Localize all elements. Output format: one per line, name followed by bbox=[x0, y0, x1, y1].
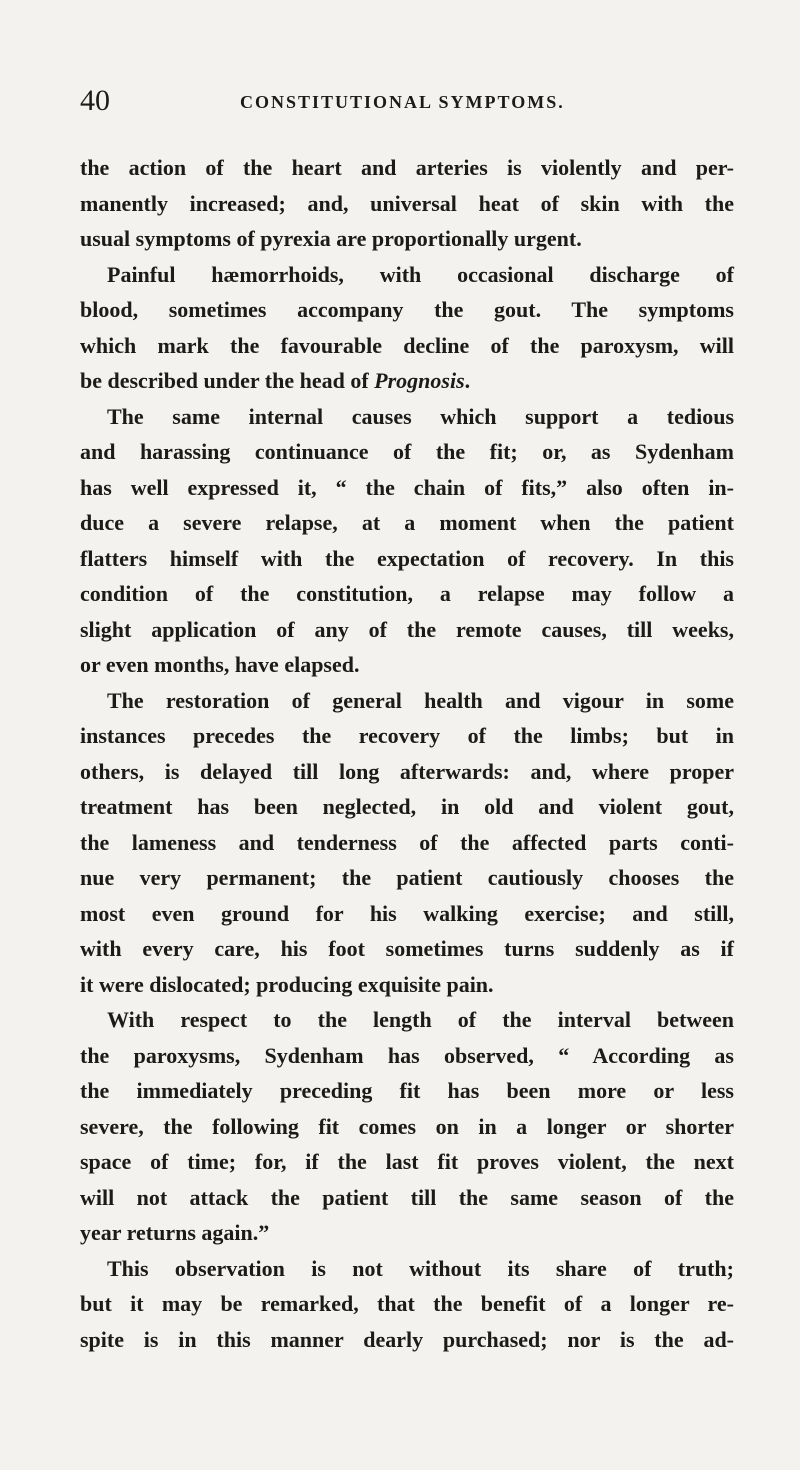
text-line bbox=[80, 363, 734, 399]
text-line: treatment has been neglected, in old and violent gout, bbox=[80, 794, 734, 819]
text-line: the immediately preceding fit has been more or less bbox=[80, 1078, 734, 1103]
paragraph bbox=[80, 1251, 734, 1358]
text-line: slight application of any of the remote causes, till weeks, bbox=[80, 616, 734, 642]
text-line: manently increased; and, universal heat of skin with the bbox=[80, 190, 734, 216]
text-line: the action of the heart and arteries is violently and per- bbox=[80, 155, 734, 180]
paragraph bbox=[80, 257, 734, 399]
text-line: The restoration of general health and vigour in some bbox=[107, 687, 734, 713]
body-text bbox=[80, 150, 734, 1357]
text-line: has well expressed it, “ the chain of fits,” also often in- bbox=[80, 474, 734, 500]
page-header bbox=[80, 86, 740, 126]
paragraph bbox=[80, 150, 734, 257]
italic-term: Prognosis bbox=[374, 368, 465, 393]
page-number: 40 bbox=[80, 84, 110, 117]
text-line: year returns again.” bbox=[80, 1220, 270, 1245]
text-line: Painful hæmorrhoids, with occasional discharge of bbox=[107, 261, 734, 287]
text-line: will not attack the patient till the same season of the bbox=[80, 1184, 734, 1210]
text-line: The same internal causes which support a tedious bbox=[107, 403, 734, 429]
text-line: condition of the constitution, a relapse may follow a bbox=[80, 581, 734, 606]
text-line: which mark the favourable decline of the paroxysm, will bbox=[80, 332, 734, 358]
text-fragment: . bbox=[464, 368, 471, 393]
text-line: blood, sometimes accompany the gout. The symptoms bbox=[80, 297, 734, 322]
text-line: usual symptoms of pyrexia are proportionally urgent. bbox=[80, 226, 582, 251]
text-line: it were dislocated; producing exquisite pain. bbox=[80, 971, 494, 997]
text-line: With respect to the length of the interval between bbox=[107, 1007, 734, 1032]
text-line: but it may be remarked, that the benefit of a longer re- bbox=[80, 1291, 734, 1316]
paragraph bbox=[80, 399, 734, 683]
text-line: flatters himself with the expectation of recovery. In this bbox=[80, 545, 734, 571]
text-line: duce a severe relapse, at a moment when the patient bbox=[80, 510, 734, 535]
text-line: This observation is not without its share of truth; bbox=[107, 1255, 734, 1281]
text-line: instances precedes the recovery of the limbs; but in bbox=[80, 723, 734, 748]
text-fragment: be described under the head of bbox=[80, 368, 375, 393]
text-line: with every care, his foot sometimes turns suddenly as if bbox=[80, 936, 734, 961]
paragraph bbox=[80, 1002, 734, 1251]
text-line: space of time; for, if the last fit proves violent, the next bbox=[80, 1149, 734, 1174]
running-head: CONSTITUTIONAL SYMPTOMS. bbox=[240, 92, 565, 112]
text-line: spite is in this manner dearly purchased; nor is the ad- bbox=[80, 1326, 734, 1352]
text-line: others, is delayed till long afterwards: and, where proper bbox=[80, 758, 734, 784]
text-line: the paroxysms, Sydenham has observed, “ According as bbox=[80, 1042, 734, 1068]
text-line: or even months, have elapsed. bbox=[80, 652, 360, 677]
text-line: nue very permanent; the patient cautiously chooses the bbox=[80, 865, 734, 890]
text-line: the lameness and tenderness of the affected parts conti- bbox=[80, 829, 734, 855]
text-line: most even ground for his walking exercise; and still, bbox=[80, 900, 734, 926]
paragraph bbox=[80, 683, 734, 1003]
text-line: severe, the following fit comes on in a longer or shorter bbox=[80, 1113, 734, 1139]
text-line: and harassing continuance of the fit; or, as Sydenham bbox=[80, 439, 734, 464]
